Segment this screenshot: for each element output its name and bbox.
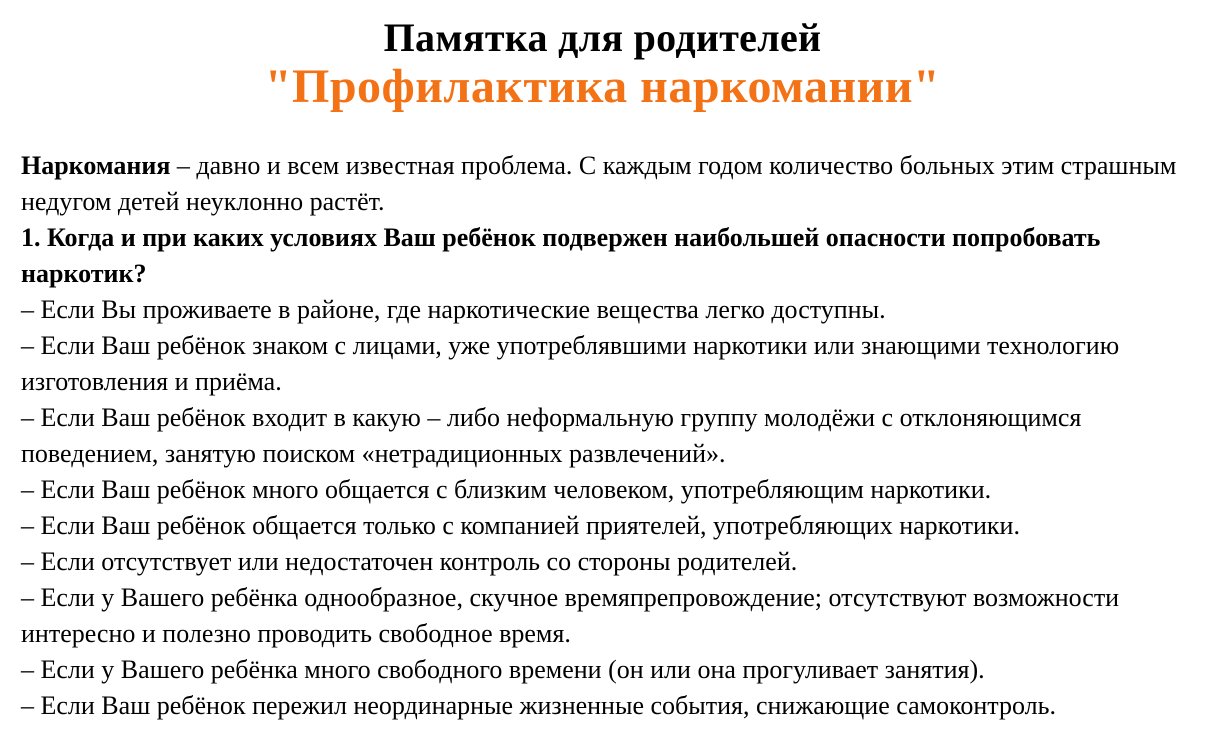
- list-item: – Если отсутствует или недостаточен контроль со стороны родителей.: [21, 547, 798, 576]
- intro-term: Наркомания: [21, 151, 171, 180]
- document-header: [0, 14, 1205, 112]
- question-heading: 1. Когда и при каких условиях Ваш ребёнок подвержен наибольшей опасности попробовать наркотик?: [21, 223, 1101, 288]
- list-item: – Если Ваш ребёнок входит в какую – либо неформальную группу молодёжи с отклоняющимся поведением, занятую поиском «нетрадиционных развлечений».: [21, 403, 1082, 468]
- list-item: – Если Ваш ребёнок общается только с компанией приятелей, употребляющих наркотики.: [21, 511, 1020, 540]
- list-item: – Если Ваш ребёнок знаком с лицами, уже употреблявшими наркотики или знающими технологию изготовления и приёма.: [21, 331, 1120, 396]
- intro-text: – давно и всем известная проблема. С каждым годом количество больных этим страшным недугом детей неуклонно растёт.: [21, 151, 1177, 216]
- list-item: – Если Вы проживаете в районе, где наркотические вещества легко доступны.: [21, 295, 886, 324]
- list-item: – Если у Вашего ребёнка много свободного времени (он или она прогуливает занятия).: [21, 655, 985, 684]
- document-title: Памятка для родителей: [383, 15, 822, 60]
- list-item: – Если Ваш ребёнок много общается с близким человеком, употребляющим наркотики.: [21, 475, 992, 504]
- document-subtitle: "Профилактика наркомании": [264, 60, 941, 113]
- list-item: – Если у Вашего ребёнка однообразное, скучное времяпрепровождение; отсутствуют возможности интересно и полезно проводить свободное время.: [21, 583, 1120, 648]
- list-item: – Если Ваш ребёнок пережил неординарные жизненные события, снижающие самоконтроль.: [21, 691, 1056, 720]
- intro-paragraph: [21, 148, 1193, 220]
- document-body: [21, 148, 1193, 724]
